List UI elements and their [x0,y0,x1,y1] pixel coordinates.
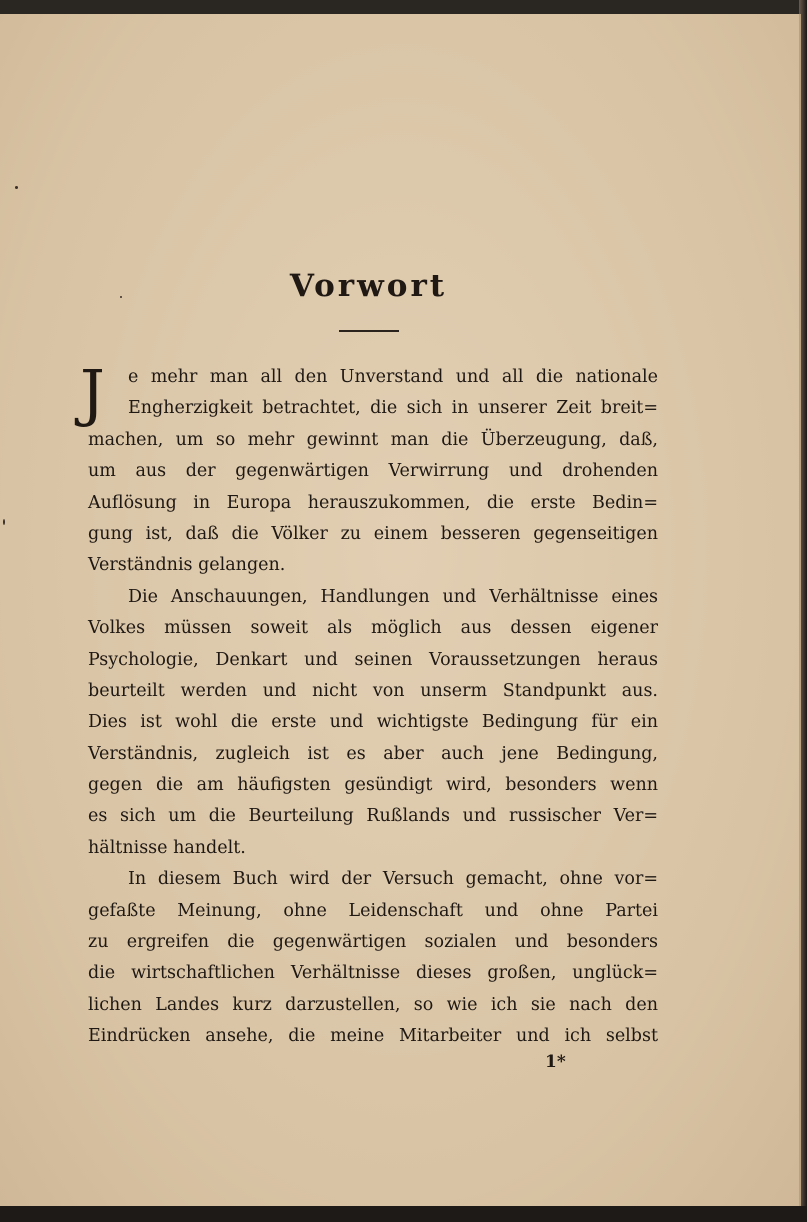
text-line: beurteilt werden und nicht von unserm Standpunkt aus. [88,680,658,701]
text-line: machen, um so mehr gewinnt man die Überzeugung, daß, [88,429,658,450]
text-line: Die Anschauungen, Handlungen und Verhältnisse eines [128,586,658,607]
text-line: die wirtschaftlichen Verhältnisse dieses großen, unglück= [88,963,658,984]
paper-speck [3,519,5,525]
text-line: lichen Landes kurz darzustellen, so wie ich sie nach den [88,994,658,1015]
text-line: e mehr man all den Unverstand und all die nationale [128,367,658,387]
page-title: Vorwort [289,268,448,304]
text-line: Auflösung in Europa herauszukommen, die erste Bedin= [88,492,658,513]
body-text [80,356,658,1053]
text-line: gegen die am häufigsten gesündigt wird, besonders wenn [88,775,658,796]
text-line: Dies ist wohl die erste und wichtigste Bedingung für ein [88,712,658,733]
drop-cap: J [80,356,105,429]
text-line: Volkes müssen soweit als möglich aus dessen eigener [88,618,658,639]
text-line: es sich um die Beurteilung Rußlands und russischer Ver= [88,806,658,827]
text-line: hältnisse handelt. [88,837,246,858]
paper-speck [15,186,18,189]
signature-mark: 1* [545,1052,566,1072]
text-line: Verständnis gelangen. [88,555,286,576]
text-line: gefaßte Meinung, ohne Leidenschaft und ohne Partei [88,900,658,921]
text-line: Verständnis, zugleich ist es aber auch jene Bedingung, [88,743,658,764]
title-rule [339,330,399,332]
text-line: In diesem Buch wird der Versuch gemacht, ohne vor= [128,869,658,890]
text-line: gung ist, daß die Völker zu einem besseren gegenseitigen [88,523,658,544]
text-line: zu ergreifen die gegenwärtigen sozialen und besonders [88,932,658,953]
book-edge-bottom [0,1206,807,1222]
text-line: um aus der gegenwärtigen Verwirrung und drohenden [88,461,658,482]
text-line: Psychologie, Denkart und seinen Voraussetzungen heraus [88,649,658,670]
text-line: Eindrücken ansehe, die meine Mitarbeiter und ich selbst [88,1026,658,1047]
text-line: Engherzigkeit betrachtet, die sich in unserer Zeit breit= [128,398,658,419]
